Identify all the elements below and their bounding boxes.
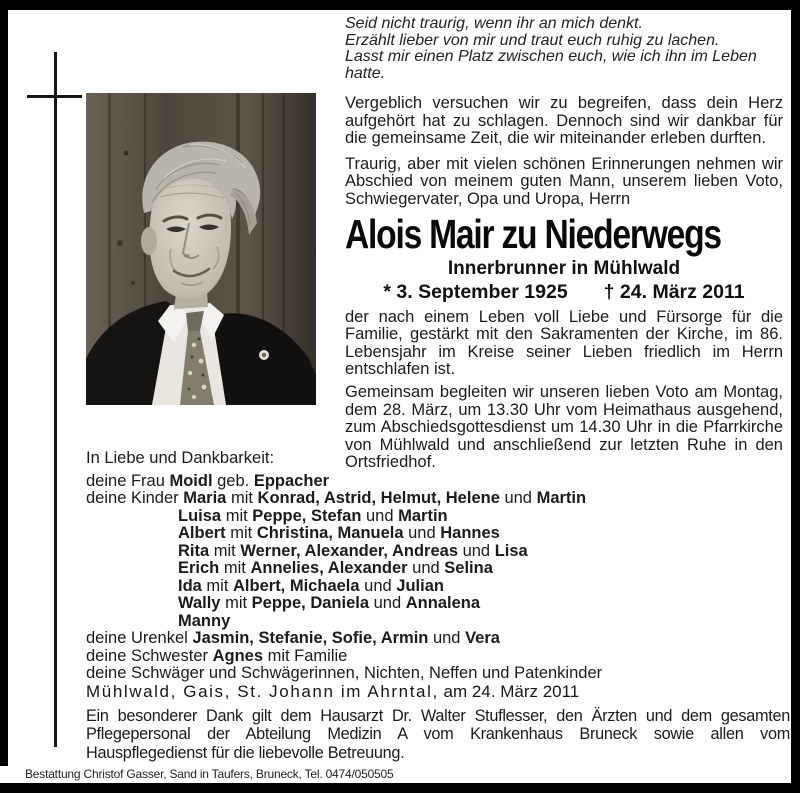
family-line-text: und — [403, 524, 441, 542]
family-line-text: deine Schwester — [86, 646, 213, 665]
family-member-name: Eppacher — [253, 471, 330, 490]
deceased-name: Alois Mair zu Niederwegs — [345, 210, 721, 257]
family-member-name: Selina — [444, 559, 493, 577]
family-heading: In Liebe und Dankbarkeit: — [86, 449, 275, 467]
family-line — [86, 648, 788, 666]
family-member-name: Rita — [178, 541, 210, 560]
family-line-text: deine Urenkel — [86, 629, 193, 647]
family-member-name: Maria — [183, 489, 227, 507]
obituary-paragraph-1: der nach einem Leben voll Liebe und Fürsorge für die Familie, gestärkt mit den Sakramenten der Kirche, im 86. Lebensjahr im Kreise seiner Lieben friedlich im Herrn entschlafen ist. — [345, 307, 783, 379]
family-line — [86, 490, 788, 508]
family-member-name: Agnes — [212, 646, 264, 665]
death-date: † 24. März 2011 — [603, 280, 745, 303]
family-line-text: und — [361, 506, 399, 525]
portrait-photo-image — [86, 93, 316, 405]
birth-date: * 3. September 1925 — [383, 280, 568, 303]
family-line — [86, 595, 788, 613]
family-line — [86, 543, 788, 561]
memorial-cross-icon — [54, 52, 57, 747]
family-line — [86, 525, 788, 543]
motto-line: Lasst mir einen Platz zwischen euch, wie ich ihn im Leben hatte. — [345, 48, 757, 82]
family-member-name: Werner, Alexander, Andreas — [240, 541, 458, 560]
family-line-text: und — [359, 576, 397, 595]
family-line-text: deine Schwäger und Schwägerinnen, Nichten, Neffen und Patenkinder — [86, 664, 603, 682]
family-member-name: Lisa — [494, 541, 528, 560]
thanks-paragraph: Ein besonderer Dank gilt dem Hausarzt Dr. Walter Stuflesser, den Ärzten und dem gesamten Pflegepersonal der Abteilung Medizin A vom Krankenhaus Bruneck sowie allen vom Hauspflegedienst für die liebevolle Betreuung. — [86, 707, 790, 762]
frame-border-right — [791, 0, 800, 793]
family-member-name: Moidl — [169, 471, 213, 490]
intro-paragraph-2: Traurig, aber mit vielen schönen Erinnerungen nehmen wir Abschied von meinem guten Mann, unserem lieben Voto, Schwiegervater, Opa und Uropa, Herrn — [345, 154, 783, 208]
family-member-name: Hannes — [440, 524, 500, 542]
family-member-name: Peppe, Daniela — [251, 594, 370, 612]
motto-line: Erzählt lieber von mir und traut euch ruhig zu lachen. — [345, 31, 720, 49]
family-line-text: deine Frau — [86, 471, 170, 490]
deceased-origin: Innerbrunner in Mühlwald — [447, 257, 681, 279]
family-line — [86, 473, 788, 491]
family-member-name: Martin — [536, 489, 587, 507]
motto-line: Seid nicht traurig, wenn ihr an mich denkt. — [345, 15, 643, 32]
family-member-name: Konrad, Astrid, Helmut, Helene — [257, 489, 500, 507]
family-line — [86, 665, 788, 683]
family-line-text: mit — [220, 594, 252, 612]
frame-border-top — [0, 0, 800, 10]
family-member-name: Annalena — [405, 594, 481, 612]
family-member-name: Annelies, Alexander — [250, 559, 408, 577]
family-list — [86, 473, 788, 683]
family-line-text: und — [407, 559, 445, 577]
family-line-text: mit — [209, 541, 241, 560]
family-line-text: und — [499, 489, 537, 507]
family-line-text: mit Familie — [263, 646, 348, 665]
places-date-line — [86, 682, 579, 702]
family-member-name: Erich — [178, 559, 220, 577]
family-member-name: Christina, Manuela — [256, 524, 404, 542]
family-member-name: Albert — [178, 524, 226, 542]
funeral-home-credit: Bestattung Christof Gasser, Sand in Taufers, Bruneck, Tel. 0474/050505 — [25, 767, 394, 781]
family-member-name: Manny — [178, 611, 231, 630]
obituary-text-column — [345, 16, 783, 472]
family-line-text: mit — [226, 489, 258, 507]
intro-paragraph-1: Vergeblich versuchen wir zu begreifen, dass dein Herz aufgehört hat zu schlagen. Dennoch sind wir dankbar für die gemeinsame Zeit, die wir miteinander erleben durften. — [345, 94, 783, 148]
family-member-name: Vera — [465, 629, 500, 647]
family-line-text: mit — [221, 506, 253, 525]
places-text: Mühlwald, Gais, St. Johann im Ahrntal, — [86, 682, 439, 701]
family-line-text: und — [458, 541, 495, 560]
family-member-name: Wally — [178, 594, 221, 612]
family-line-text: deine Kinder — [86, 489, 184, 507]
motto — [345, 16, 783, 82]
family-member-name: Jasmin, Stefanie, Sofie, Armin — [192, 629, 429, 647]
family-line-text: mit — [225, 524, 257, 542]
family-line — [86, 578, 788, 596]
family-member-name: Luisa — [178, 506, 222, 525]
family-line-text: mit — [219, 559, 251, 577]
family-line-text: und — [369, 594, 406, 612]
family-line — [86, 630, 788, 648]
frame-border-left — [0, 0, 8, 766]
family-line — [86, 508, 788, 526]
family-line — [86, 560, 788, 578]
life-dates — [345, 281, 783, 303]
family-member-name: Julian — [396, 576, 444, 595]
family-line-text: geb. — [212, 471, 254, 490]
family-line-text: mit — [201, 576, 234, 595]
family-member-name: Ida — [178, 576, 202, 595]
family-member-name: Martin — [398, 506, 448, 525]
frame-border-bottom — [0, 783, 800, 793]
family-section — [86, 450, 788, 683]
obituary-paragraph-2: Gemeinsam begleiten wir unseren lieben Voto am Montag, dem 28. März, um 13.30 Uhr vom Heimathaus ausgehend, zum Abschiedsgottesdienst um 14.30 Uhr in die Pfarrkirche von Mühlwald und anschließend zur letzten Ruhe in den Ortsfriedhof. — [345, 382, 783, 472]
portrait-photo — [86, 93, 316, 405]
family-member-name: Albert, Michaela — [233, 576, 360, 595]
family-line — [86, 613, 788, 631]
family-member-name: Peppe, Stefan — [252, 506, 362, 525]
memorial-cross-arm — [27, 95, 82, 98]
family-line-text: und — [428, 629, 466, 647]
date-text: am 24. März 2011 — [438, 682, 580, 701]
